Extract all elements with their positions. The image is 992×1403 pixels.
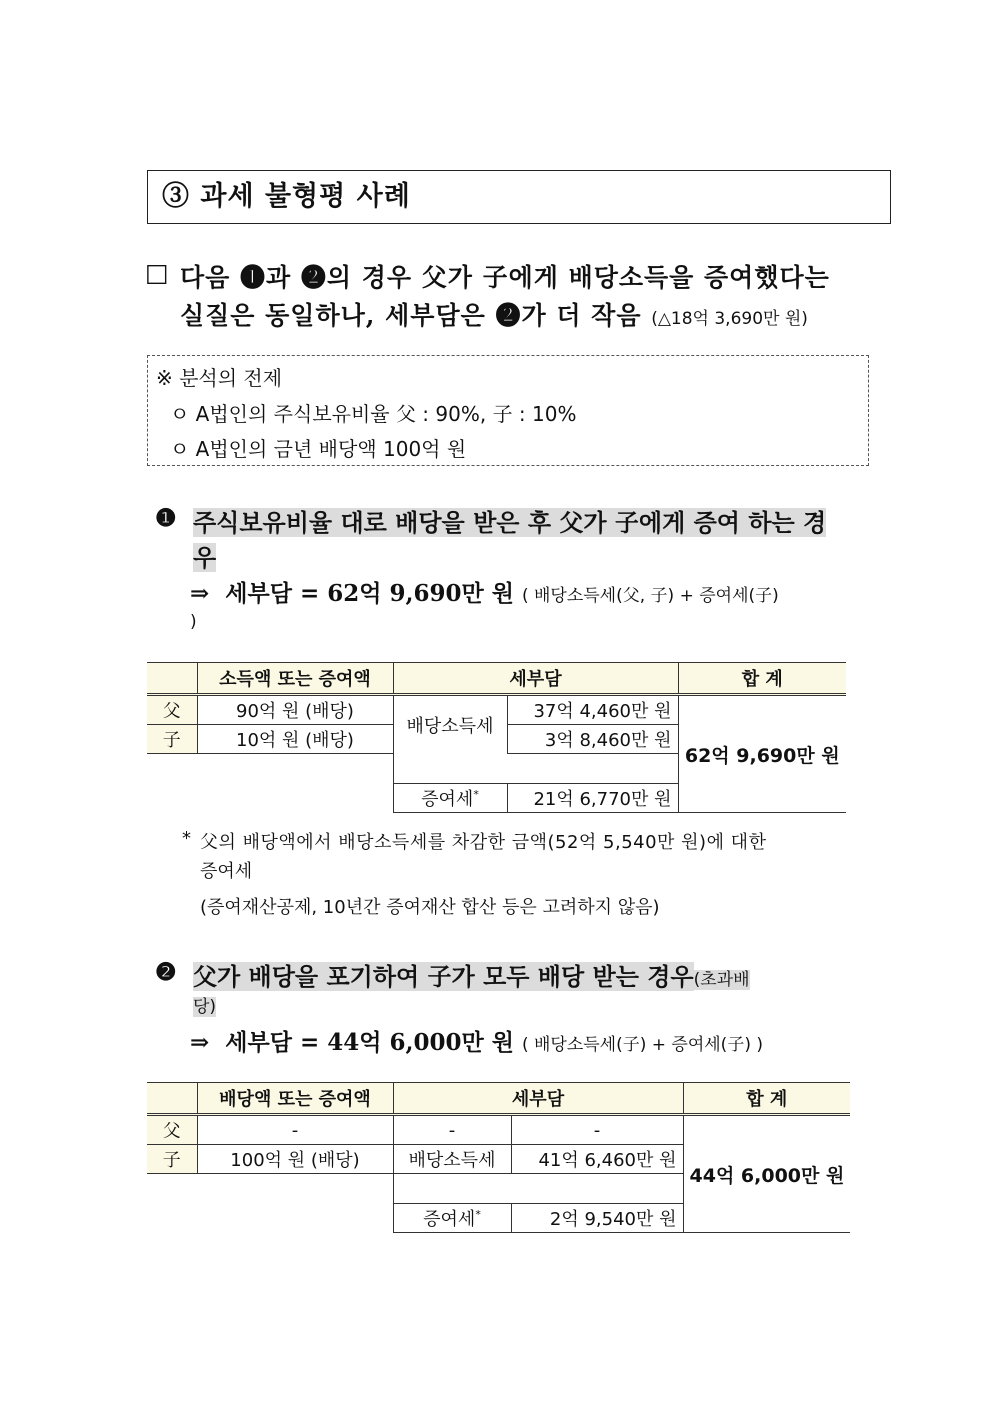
case1-burden: 세부담 = 62억 9,690만 원 [225, 580, 514, 607]
case2-burden-note: ( 배당소득세(子) + 증여세(子) ) [521, 1035, 763, 1055]
case2-row-father-tax-label: - [393, 1115, 511, 1145]
case2-title-note: (초과배 [693, 970, 750, 990]
case1-header-blank [147, 663, 197, 695]
lead-line-1: 다음 ❶과 ❷의 경우 父가 子에게 배당소득을 증여했다는 [180, 263, 830, 292]
case2-row-child-label: 子 [147, 1145, 197, 1174]
case2-spacer [147, 1174, 393, 1204]
case2-empty [147, 1204, 393, 1233]
case2-row-father-tax: - [511, 1115, 683, 1145]
case1-table [147, 662, 846, 813]
case2-dividend-tax-label: 배당소득세 [393, 1145, 511, 1174]
case2-gift-tax-star: * [475, 1208, 481, 1221]
case2-gift-tax-label: 증여세* [393, 1204, 511, 1233]
case2-gift-tax: 2억 9,540만 원 [511, 1204, 683, 1233]
section-title: ③ 과세 불형평 사례 [147, 170, 891, 224]
case1-marker: ❶ [155, 503, 177, 532]
case1-row-child-label: 子 [147, 725, 197, 754]
case2-header-blank [147, 1083, 197, 1115]
case1-empty [147, 784, 393, 813]
lead-note: (△18억 3,690만 원) [651, 309, 808, 329]
case1-footnote-star: * [182, 828, 191, 849]
case2-child-tax: 41억 6,460만 원 [511, 1145, 683, 1174]
premise-item-1: ㅇ A법인의 주식보유비율 父 : 90%, 子 : 10% [170, 402, 577, 426]
case2-row-father-label: 父 [147, 1115, 197, 1145]
premise-item-2: ㅇ A법인의 금년 배당액 100억 원 [170, 437, 467, 461]
case1-header-amount: 소득액 또는 증여액 [197, 663, 393, 695]
case1-child-tax: 3억 8,460만 원 [507, 725, 678, 754]
case2-title-line-1 [193, 957, 750, 992]
case1-burden-note-close: ) [190, 612, 197, 632]
case1-dividend-tax-label: 배당소득세 [393, 695, 507, 754]
case1-gift-tax-label: 증여세* [393, 784, 507, 813]
case1-spacer-3 [507, 754, 678, 784]
arrow-icon: ⇒ [190, 1029, 210, 1056]
case2-spacer-2 [393, 1174, 511, 1204]
case1-footnote-line-3: (증여재산공제, 10년간 증여재산 합산 등은 고려하지 않음) [200, 897, 660, 918]
case2-marker: ❷ [155, 957, 177, 986]
case1-row-child-amount: 10억 원 (배당) [197, 725, 393, 754]
case1-spacer [147, 754, 393, 784]
case1-burden-line [190, 575, 779, 608]
case1-footnote-line-2: 증여세 [200, 861, 253, 882]
case1-title-line-2 [193, 538, 216, 573]
case2-title-note-2: 당) [193, 997, 217, 1017]
case2-burden-line [190, 1024, 763, 1057]
case1-total: 62억 9,690만 원 [678, 695, 846, 813]
case1-spacer-2 [393, 754, 507, 784]
case1-header-burden: 세부담 [393, 663, 678, 695]
premise-box [147, 355, 869, 466]
case1-footnote-line-1: 父의 배당액에서 배당소득세를 차감한 금액(52억 5,540만 원)에 대한 [200, 832, 767, 853]
lead-line-2 [180, 296, 808, 332]
case1-father-tax: 37억 4,460만 원 [507, 695, 678, 725]
premise-title: ※ 분석의 전제 [156, 366, 283, 390]
lead-line-2-text: 실질은 동일하나, 세부담은 ❷가 더 작음 [180, 301, 642, 330]
case2-row-father-amount: - [197, 1115, 393, 1145]
case1-title-text-2: 우 [193, 543, 217, 572]
case1-gift-tax: 21억 6,770만 원 [507, 784, 678, 813]
case2-table [147, 1082, 850, 1233]
case2-header-amount: 배당액 또는 증여액 [197, 1083, 393, 1115]
arrow-icon: ⇒ [190, 580, 210, 607]
case2-spacer-3 [511, 1174, 683, 1204]
case2-title-text: 父가 배당을 포기하여 子가 모두 배당 받는 경우 [193, 962, 694, 991]
case2-header-burden: 세부담 [393, 1083, 683, 1115]
case2-total: 44억 6,000만 원 [683, 1115, 850, 1233]
case2-header-total: 합 계 [683, 1083, 850, 1115]
case1-row-father-label: 父 [147, 695, 197, 725]
case1-title-text-1: 주식보유비율 대로 배당을 받은 후 父가 子에게 증여 하는 경 [193, 508, 827, 537]
case2-burden: 세부담 = 44억 6,000만 원 [225, 1029, 514, 1056]
case2-row-child-amount: 100억 원 (배당) [197, 1145, 393, 1174]
case1-gift-tax-star: * [473, 788, 479, 801]
lead-checkbox: □ [145, 258, 170, 287]
case1-row-father-amount: 90억 원 (배당) [197, 695, 393, 725]
case1-title-line-1 [193, 503, 826, 538]
case1-burden-note: ( 배당소득세(父, 子) + 증여세(子) [521, 586, 779, 606]
case1-header-total: 합 계 [678, 663, 846, 695]
